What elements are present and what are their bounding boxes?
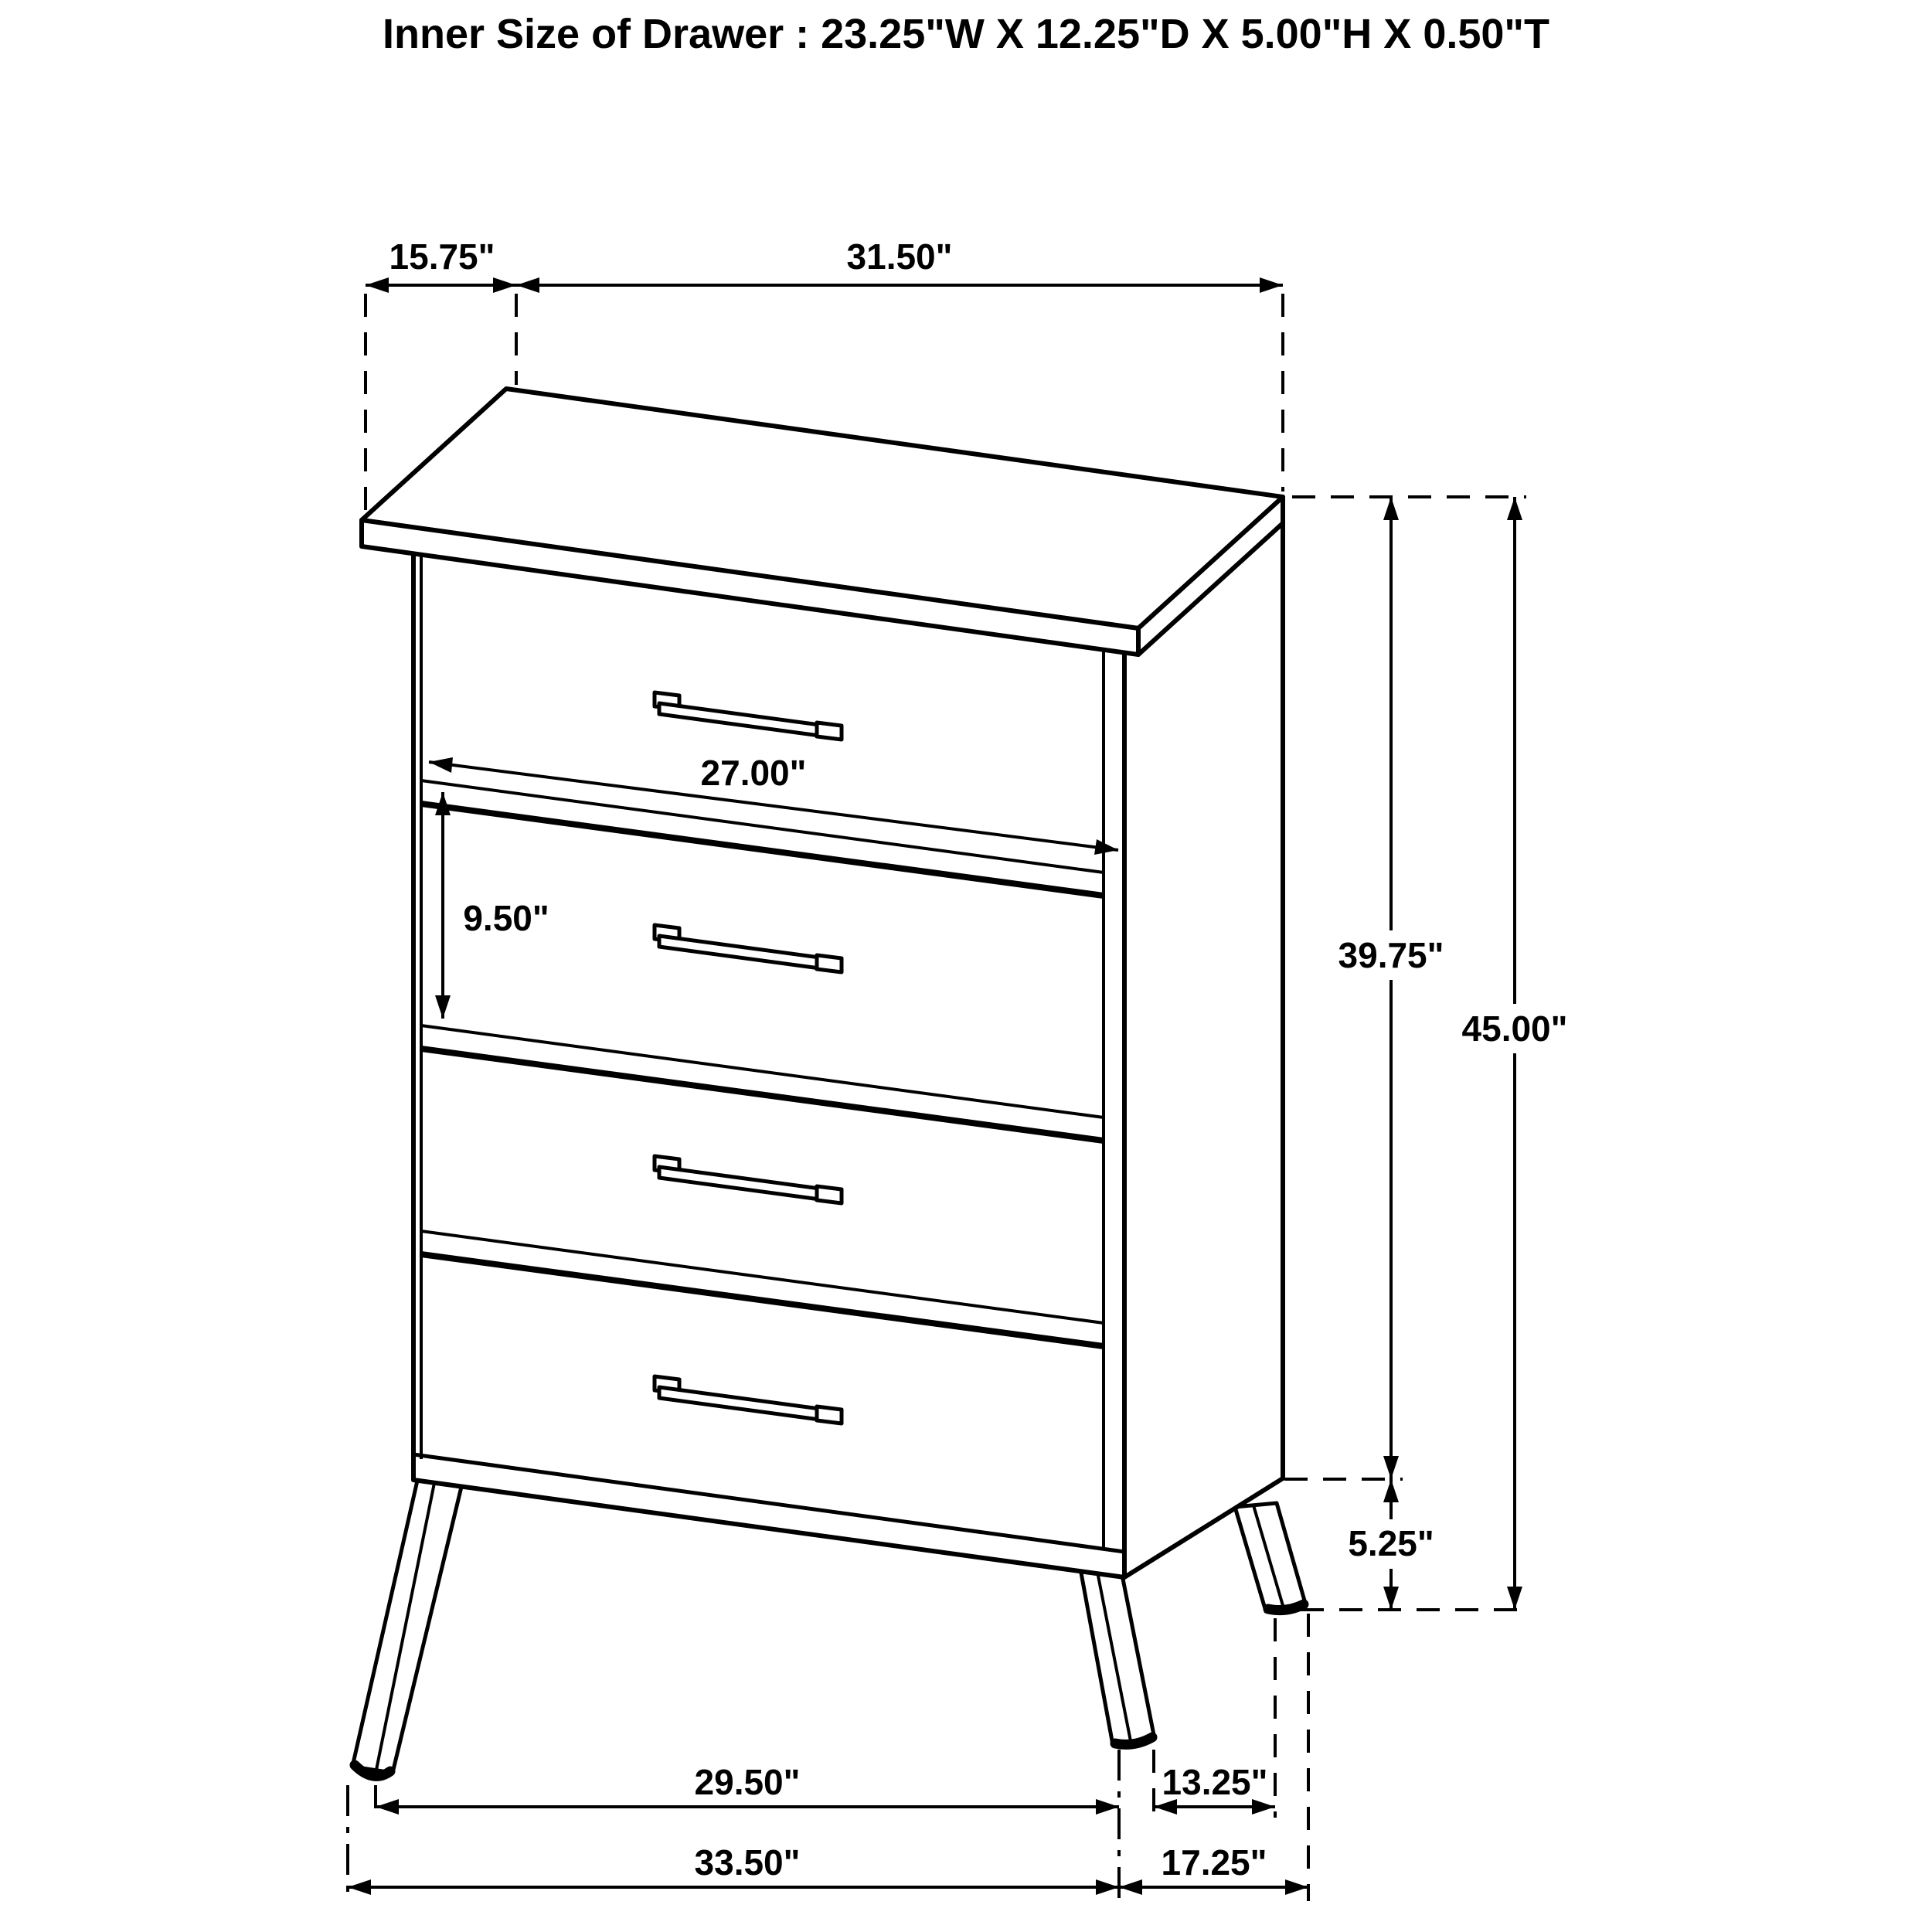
dim-label-overall-depth: 17.25" [1161,1842,1267,1883]
dim-bottom [348,1614,1308,1901]
dim-label-footprint-width: 29.50" [694,1762,801,1802]
dim-label-body-height: 39.75" [1338,935,1444,975]
dim-label-top-width: 31.50" [846,236,953,277]
side-panel [1124,516,1283,1577]
dim-label-total-height: 45.00" [1461,1009,1568,1049]
back-right-leg [1235,1503,1306,1611]
dim-label-footprint-depth: 13.25" [1162,1762,1268,1802]
front-left-leg [352,1481,461,1776]
front-right-leg [1080,1569,1155,1745]
chest-of-drawers [352,389,1306,1776]
dim-label-top-depth: 15.75" [389,236,495,277]
dim-label-overall-width: 33.50" [694,1842,801,1883]
dim-label-drawer-height: 9.50" [463,898,549,938]
leg-cap [1268,1604,1304,1611]
dim-label-leg-height: 5.25" [1348,1523,1434,1563]
page-title: Inner Size of Drawer : 23.25"W X 12.25"D X 5.00"H X 0.50"T [382,11,1550,57]
dim-label-opening-width: 27.00" [700,753,807,793]
dim-heights [1284,497,1592,1610]
